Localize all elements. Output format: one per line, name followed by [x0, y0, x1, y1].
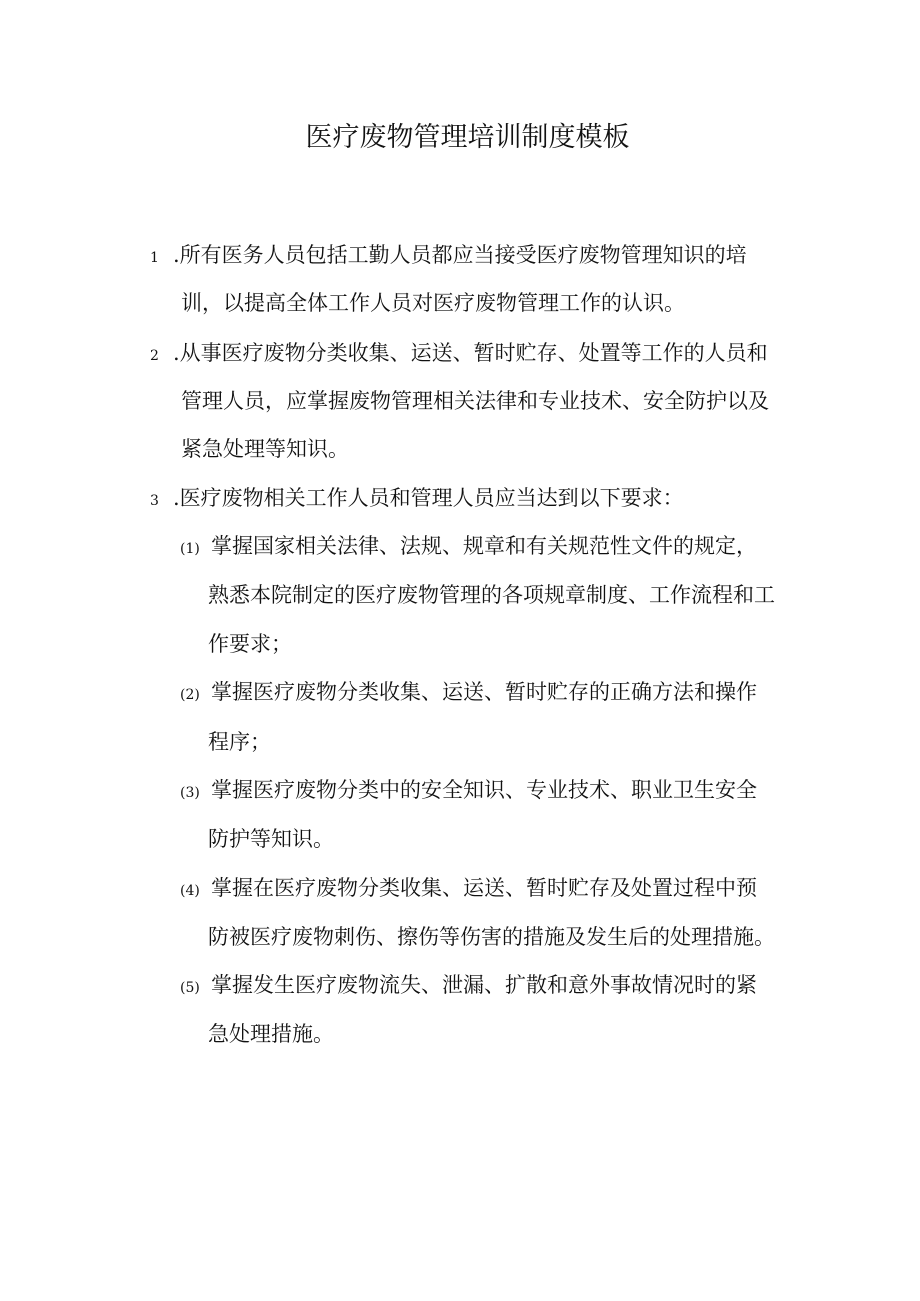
- subitem-text-line: 掌握医疗废物分类收集、运送、暂时贮存的正确方法和操作: [211, 680, 757, 704]
- document-title: 医疗废物管理培训制度模板: [305, 122, 630, 153]
- subitem-number: (3): [180, 785, 200, 801]
- subitem-text-line: 急处理措施。: [208, 1022, 334, 1046]
- subitem-text-line: 熟悉本院制定的医疗废物管理的各项规章制度、工作流程和工: [208, 583, 775, 607]
- subitem-text-line: 程序；: [208, 730, 271, 754]
- item-text-line: 紧急处理等知识。: [181, 437, 349, 461]
- subitem-text-line: 作要求；: [208, 632, 292, 656]
- item-text-line: 训，以提高全体工作人员对医疗废物管理工作的认识。: [181, 291, 685, 315]
- item-number: 3: [150, 493, 159, 509]
- subitem-text-line: 防护等知识。: [208, 827, 334, 851]
- item-number: 1: [150, 250, 159, 266]
- subitem-number: (2): [180, 687, 200, 703]
- item-number: 2: [150, 348, 159, 364]
- subitem-text-line: 防被医疗废物刺伤、擦伤等伤害的措施及发生后的处理措施。: [208, 925, 775, 949]
- subitem-number: (5): [180, 980, 200, 996]
- subitem-text-line: 掌握国家相关法律、法规、规章和有关规范性文件的规定，: [211, 534, 757, 558]
- subitem-text-line: 掌握医疗废物分类中的安全知识、专业技术、职业卫生安全: [211, 778, 757, 802]
- subitem-number: (4): [180, 883, 200, 899]
- item-text-line: .医疗废物相关工作人员和管理人员应当达到以下要求：: [173, 486, 684, 510]
- item-text-line: .从事医疗废物分类收集、运送、暂时贮存、处置等工作的人员和: [173, 341, 768, 365]
- item-text-line: 管理人员，应掌握废物管理相关法律和专业技术、安全防护以及: [181, 389, 769, 413]
- item-text-line: .所有医务人员包括工勤人员都应当接受医疗废物管理知识的培: [173, 243, 747, 267]
- subitem-number: (1): [180, 541, 200, 557]
- subitem-text-line: 掌握发生医疗废物流失、泄漏、扩散和意外事故情况时的紧: [211, 973, 757, 997]
- subitem-text-line: 掌握在医疗废物分类收集、运送、暂时贮存及处置过程中预: [211, 876, 757, 900]
